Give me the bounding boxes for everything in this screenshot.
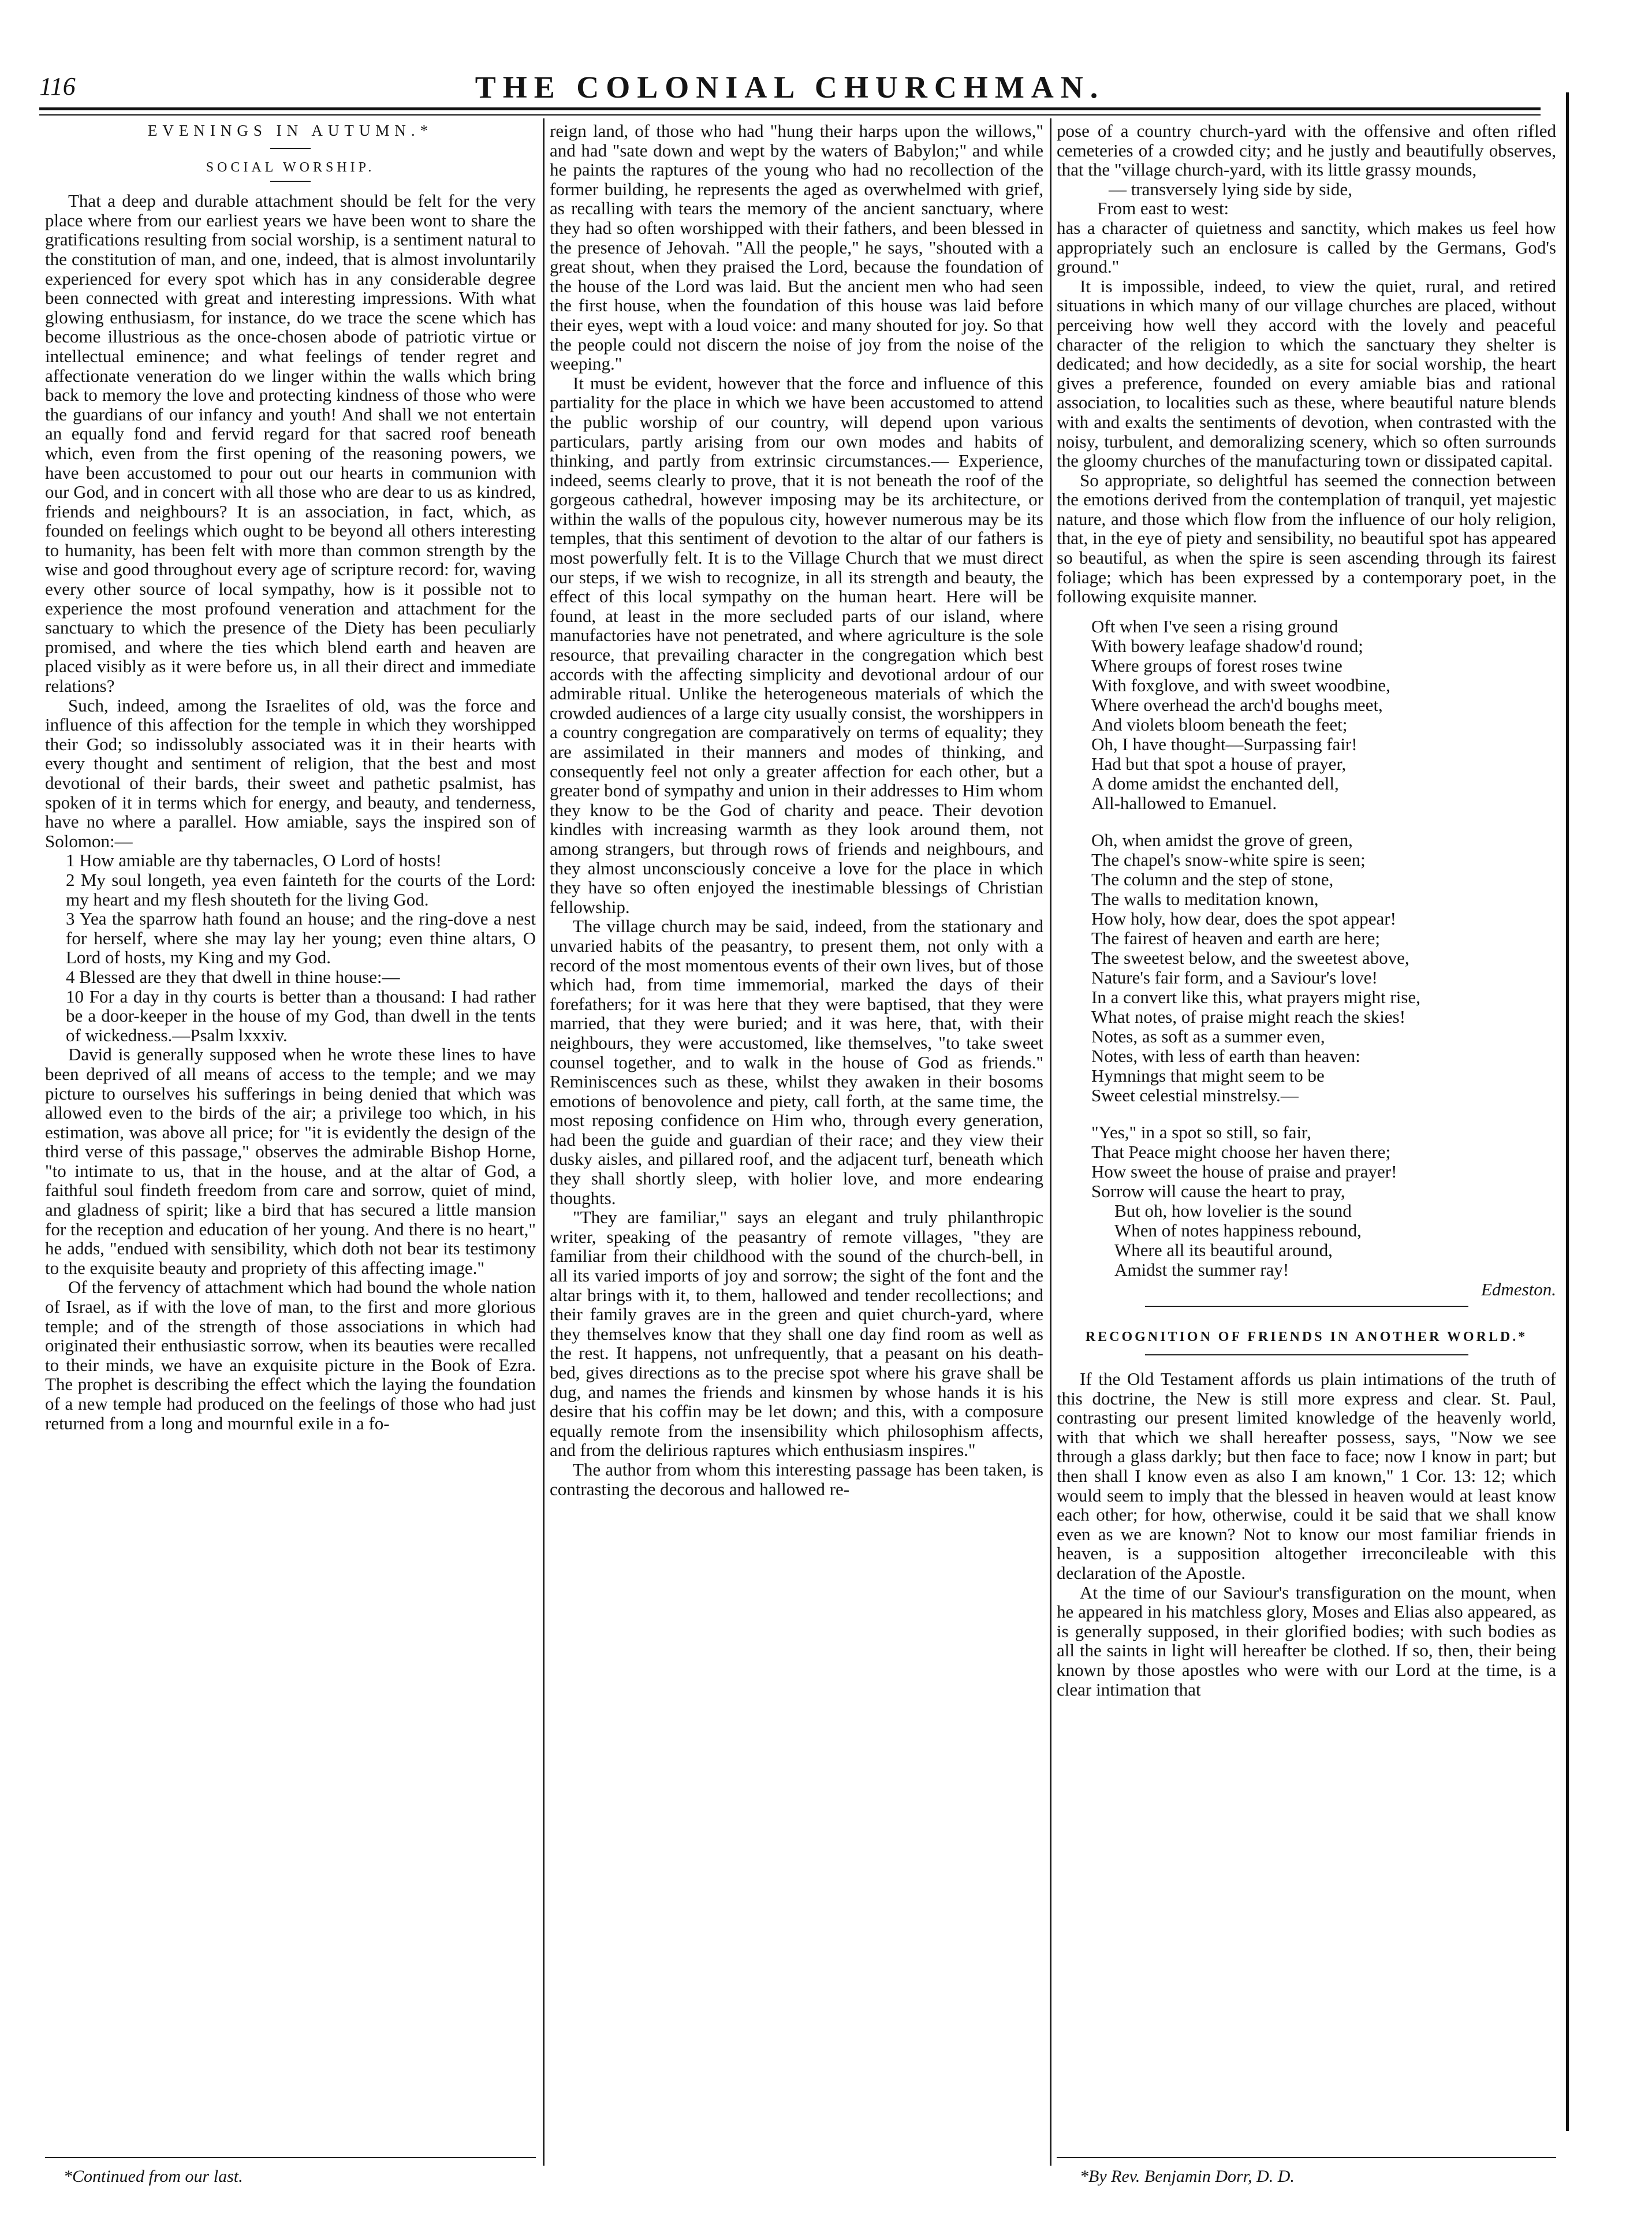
poem-line: How sweet the house of praise and prayer! <box>1091 1161 1397 1182</box>
page-number: 116 <box>39 72 76 100</box>
poem-line: How holy, how dear, does the spot appear! <box>1091 908 1396 929</box>
poem-line: Nature's fair form, and a Saviour's love! <box>1091 967 1378 988</box>
quote-line: — transversely lying side by side, <box>1109 178 1352 199</box>
poem-line: With foxglove, and with sweet woodbine, <box>1091 675 1390 695</box>
poem-line: The walls to meditation known, <box>1091 888 1319 909</box>
masthead-title: THE COLONIAL CHURCHMAN. <box>475 70 1105 105</box>
page-edge-rule <box>1566 92 1569 2131</box>
column-3 <box>1057 121 1556 2108</box>
paragraph: So appropriate, so delightful has seemed the connection between the emotions derived from the contemplation of tranquil, yet majestic nature, and those which flow from the influence of our holy religion, that, in the eye of piety and sensibility, no beautiful spot has appeared so beautiful, as when the spire is seen ascending through its fairest foliage; which has been expressed by a contemporary poet, in the following exquisite manner. <box>1057 470 1556 607</box>
footnote-rule <box>1057 2157 1556 2158</box>
poem-line: All-hallowed to Emanuel. <box>1091 792 1277 813</box>
poem-line: The column and the step of stone, <box>1091 869 1334 889</box>
footnote: *Continued from our last. <box>64 2167 243 2186</box>
section-rule <box>1145 1306 1468 1307</box>
paragraph: Such, indeed, among the Israelites of old, was the force and influence of this affection for the temple in which they worshipped their God; so indissolubly associated was it in their hearts with every thought and sentiment of religion, that the best and most devotional of their bards, their sweet and pathetic psalmist, has spoken of it in terms which for energy, and beauty, and tenderness, have no where a parallel. How amiable, says the inspired son of Solomon:— <box>45 695 536 851</box>
title-dash <box>270 148 311 149</box>
poem-line: Amidst the summer ray! <box>1114 1259 1289 1280</box>
poem-line: The sweetest below, and the sweetest above, <box>1091 947 1409 968</box>
poem-line: In a convert like this, what prayers might rise, <box>1091 986 1420 1007</box>
poem-line: Oh, when amidst the grove of green, <box>1091 829 1353 850</box>
poem-line: The chapel's snow-white spire is seen; <box>1091 849 1366 870</box>
poem-line: Oft when I've seen a rising ground <box>1091 616 1338 636</box>
paragraph: "They are familiar," says an elegant and truly philanthropic writer, speaking of the peasantry of remote villages, "they are familiar from their childhood with the sound of the church-bell, in all its varied imports of joy and sorrow; the sight of the font and the altar brings with it, to them, hallowed and tender recollections; and their family graves are in the green and quiet church-yard, where they themselves know that they shall one day find room as well as the rest. It happens, not unfrequently, that a peasant on his death-bed, gives directions as to the precise spot where his grave shall be dug, and names the friends and kinsmen by whose hands it is his desire that his coffin may be let down; and this, with a composure equally remote from the insensibility which philosophism affects, and from the delirious raptures which enthusiasm inspires." <box>550 1207 1043 1461</box>
paragraph: If the Old Testament affords us plain intimations of the truth of this doctrine, the New is still more express and clear. St. Paul, contrasting our present limited knowledge of the heavenly world, with that which we shall hereafter possess, says, "Now we see through a glass darkly; but then face to face; now I know in part; but then shall I know even as also I am known," 1 Cor. 13: 12; which would seem to imply that the blessed in heaven would at least know each other; for how, otherwise, could it be said that we shall know even as we are known? Not to know our most familiar friends in heaven, is a supposition altogether irreconcileable with this declaration of the Apostle. <box>1057 1369 1556 1583</box>
paragraph: has a character of quietness and sanctity, which makes us feel how appropriately such an enclosure is called by the Germans, God's ground." <box>1057 217 1556 277</box>
poem-line: Had but that spot a house of prayer, <box>1091 753 1347 774</box>
paragraph: David is generally supposed when he wrote these lines to have been deprived of all means of access to the temple; and we may picture to ourselves his sufferings in being denied that which was allowed even to the birds of the air; a privilege too which, in his estimation, was above all price; for "it is evidently the design of the third verse of this passage," observes the admirable Bishop Horne, "to intimate to us, that in the house, and at the altar of God, a faithful soul findeth freedom from care and sorrow, quiet of mind, and gladness of spirit; like a bird that has secured a little mansion for the reception and education of her young. And there is no heart," he adds, "endued with sensibility, which doth not bear its testimony to the exquisite beauty and propriety of this affecting image." <box>45 1044 536 1278</box>
poem-line: Notes, as soft as a summer even, <box>1091 1026 1325 1046</box>
poem-line: The fairest of heaven and earth are here; <box>1091 927 1381 948</box>
paragraph: The village church may be said, indeed, from the stationary and unvaried habits of the peasantry, to present them, not only with a record of the most momentous events of their own lives, but of those which had, from time immemorial, marked the days of their forefathers; for it was here that they were baptised, that they were married, that they were buried; and it was here, that, with their neighbours, they were accustomed, like themselves, "to take sweet counsel together, and to walk in the house of God as friends." Reminiscences such as these, whilst they awaken in their bosoms emotions of benovolence and piety, call forth, at the same time, the most reposing confidence on Him who, through every generation, had been the guide and guardian of their race; and they view their dusky aisles, and pillared roof, and the adjacent turf, beneath which they shall shortly sleep, with holier love, and more endearing thoughts. <box>550 916 1043 1208</box>
paragraph: It must be evident, however that the force and influence of this partiality for the place in which we have been accustomed to attend the public worship of our country, will depend upon various particulars, partly arising from our own modes and habits of thinking, and partly from extrinsic circumstances.— Experience, indeed, seems clearly to prove, that it is not beneath the roof of the gorgeous cathedral, however imposing may be its architecture, or within the walls of the populous city, however numerous may be its temples, that this sentiment of devotion to the altar of our fathers is most powerfully felt. It is to the Village Church that we must direct our steps, if we wish to recognize, in all its strength and beauty, the effect of this local sympathy on the human heart. Here will be found, at least in the more secluded parts of our island, where manufactories have not penetrated, and where agriculture is the sole resource, that prevailing character in the congregation which best accords with the affecting simplicity and devotional ardour of our admirable ritual. Unlike the heterogeneous materials of which the crowded audiences of a large city usually consist, the worshippers in a country congregation are comparatively on terms of equality; they are assimilated in their manners and modes of thinking, and consequently feel not only a greater affection for each other, but a greater bond of sympathy and union in their addresses to Him whom they know to be the God of charity and peace. Their devotion kindles with increasing warmth as they look around them, not among strangers, but through rows of friends and neighbours, and they almost unconsciously conceive a love for the place in which they have so often enjoyed the inestimable blessings of Christian fellowship. <box>550 372 1043 917</box>
psalm-verse: 10 For a day in thy courts is better than a thousand: I had rather be a door-keeper in the house of my God, than dwell in the tents of wickedness.—Psalm lxxxiv. <box>66 986 536 1045</box>
poem-line: And violets bloom beneath the feet; <box>1091 714 1348 735</box>
subtitle-dash <box>270 181 311 182</box>
poem-line: What notes, of praise might reach the skies! <box>1091 1006 1406 1027</box>
article-title: EVENINGS IN AUTUMN.* <box>147 122 434 139</box>
psalm-verse: 2 My soul longeth, yea even fainteth for the courts of the Lord: my heart and my flesh shouteth for the living God. <box>66 869 536 910</box>
poem <box>1091 617 1556 1280</box>
header-rule-thick <box>39 107 1541 110</box>
poem-line: Where all its beautiful around, <box>1114 1239 1333 1260</box>
paragraph: At the time of our Saviour's transfiguration on the mount, when he appeared in his matchless glory, Moses and Elias also appeared, as is generally supposed, in their glorified bodies; with such bodies as all the saints in light will hereafter be clothed. If so, then, their being known by those apostles who were with our Lord at the time, is a clear intimation that <box>1057 1582 1556 1700</box>
psalm-verse: 1 How amiable are thy tabernacles, O Lord of hosts! <box>66 850 442 871</box>
paragraph: The author from whom this interesting passage has been taken, is contrasting the decorous and hallowed re- <box>550 1459 1043 1499</box>
column-2 <box>550 121 1043 2108</box>
paragraph: It is impossible, indeed, to view the quiet, rural, and retired situations in which many of our village churches are placed, without perceiving how well they accord with the lovely and peaceful character of the religion to which the sanctuary they shelter is dedicated; and how decidedly, as a site for social worship, the heart gives a preference, founded on every amiable bias and rational association, to localities such as these, where beautiful nature blends with and exalts the sentiments of devotion, when contrasted with the noisy, turbulent, and demoralizing scenery, which so often surrounds the gloomy churches of the manufacturing town or dissipated capital. <box>1057 275 1556 471</box>
poem-line: With bowery leafage shadow'd round; <box>1091 635 1363 656</box>
poem-line: Notes, with less of earth than heaven: <box>1091 1045 1360 1066</box>
paragraph: reign land, of those who had "hung their harps upon the willows," and had "sate down and wept by the waters of Babylon;" and while he paints the raptures of the young who had no recollection of the former building, he represents the aged as overwhelmed with grief, as recalling with tears the memory of the ancient sanctuary, where they had so often worshipped with their fathers, and been blessed in the presence of Jehovah. "All the people," he says, "shouted with a great shout, when they praised the Lord, because the foundation of the house of the Lord was laid. But the ancient men who had seen the first house, when the foundation of this house was laid before their eyes, wept with a loud voice: and many shouted for joy. So that the people could not discern the noise of joy from the noise of the weeping." <box>550 121 1043 374</box>
section-rule <box>1145 1354 1468 1355</box>
psalm-verse: 4 Blessed are they that dwell in thine house:— <box>66 966 400 987</box>
section-title: RECOGNITION OF FRIENDS IN ANOTHER WORLD.* <box>1085 1329 1528 1345</box>
poem-line: Where groups of forest roses twine <box>1091 655 1343 676</box>
poem-line: That Peace might choose her haven there; <box>1091 1141 1391 1162</box>
footnote-rule <box>45 2157 536 2158</box>
poem-line: Hymnings that might seem to be <box>1091 1065 1325 1086</box>
poem-line: But oh, how lovelier is the sound <box>1114 1200 1352 1221</box>
poem-line: "Yes," in a spot so still, so fair, <box>1091 1122 1311 1142</box>
poem-line: A dome amidst the enchanted dell, <box>1091 773 1339 793</box>
quote-line: From east to west: <box>1097 198 1229 219</box>
article-subtitle: SOCIAL WORSHIP. <box>206 159 375 175</box>
paragraph: pose of a country church-yard with the offensive and often rifled cemeteries of a crowded city; and he justly and beautifully observes, that the "village church-yard, with its little grassy mounds, <box>1057 121 1556 180</box>
poem-line: Sweet celestial minstrelsy.— <box>1091 1085 1299 1105</box>
paragraph: Of the fervency of attachment which had bound the whole nation of Israel, as if with the love of man, to the first and more glorious temple; and of the strength of those associations in which had originated their enthusiastic sorrow, when its beauties were recalled to their minds, we have an exquisite picture in the Book of Ezra. The prophet is describing the effect which the laying the foundation of a new temple had produced on the feelings of those who had just returned from a long and mournful exile in a fo- <box>45 1277 536 1433</box>
column-divider-1 <box>543 118 545 2166</box>
column-1 <box>45 121 536 2108</box>
poem-line: Where overhead the arch'd boughs meet, <box>1091 694 1383 715</box>
column-divider-2 <box>1050 118 1051 2166</box>
footnote: *By Rev. Benjamin Dorr, D. D. <box>1080 2167 1295 2186</box>
poet-signature: Edmeston. <box>1481 1279 1556 1299</box>
psalm-verse: 3 Yea the sparrow hath found an house; and the ring-dove a nest for herself, where she may lay her young; even thine altars, O Lord of hosts, my King and my God. <box>66 908 536 968</box>
paragraph: That a deep and durable attachment should be felt for the very place where from our earliest years we have been wont to share the gratifications resulting from social worship, is a sentiment natural to the constitution of man, and one, indeed, that is almost involuntarily experienced for every spot which has in any considerable degree been connected with great and interesting impressions. With what glowing enthusiasm, for instance, do we trace the scene which has become illustrious as the once-chosen abode of patriotic virtue or intellectual eminence; and what feelings of tender regret and affectionate veneration do we linger within the walls which bring back to memory the love and protecting kindness of those who were the guardians of our infancy and youth! And shall we not entertain an equally fond and fervid regard for that sacred roof beneath which, even from the first opening of the reasoning powers, we have been accustomed to pour out our hearts in communion with our God, and in concert with all those who are dear to us as kindred, friends and neighbours? It is an association, in fact, which, as founded on feelings which ought to be beyond all others interesting to humanity, has been felt with more than common strength by the wise and good throughout every age of scripture record: for, waving every other source of local sympathy, how is it possible not to experience the most profound veneration and attachment for the sanctuary to which the presence of the Diety has been peculiarly promised, and where the ties which blend earth and heaven are placed visibly as it were before us, in all their direct and immediate relations? <box>45 191 536 696</box>
poem-line: Sorrow will cause the heart to pray, <box>1091 1180 1345 1201</box>
poem-line: Oh, I have thought—Surpassing fair! <box>1091 733 1358 754</box>
header-rule-thin <box>39 114 1541 116</box>
page-header <box>39 69 1541 105</box>
poem-line: When of notes happiness rebound, <box>1114 1220 1362 1240</box>
